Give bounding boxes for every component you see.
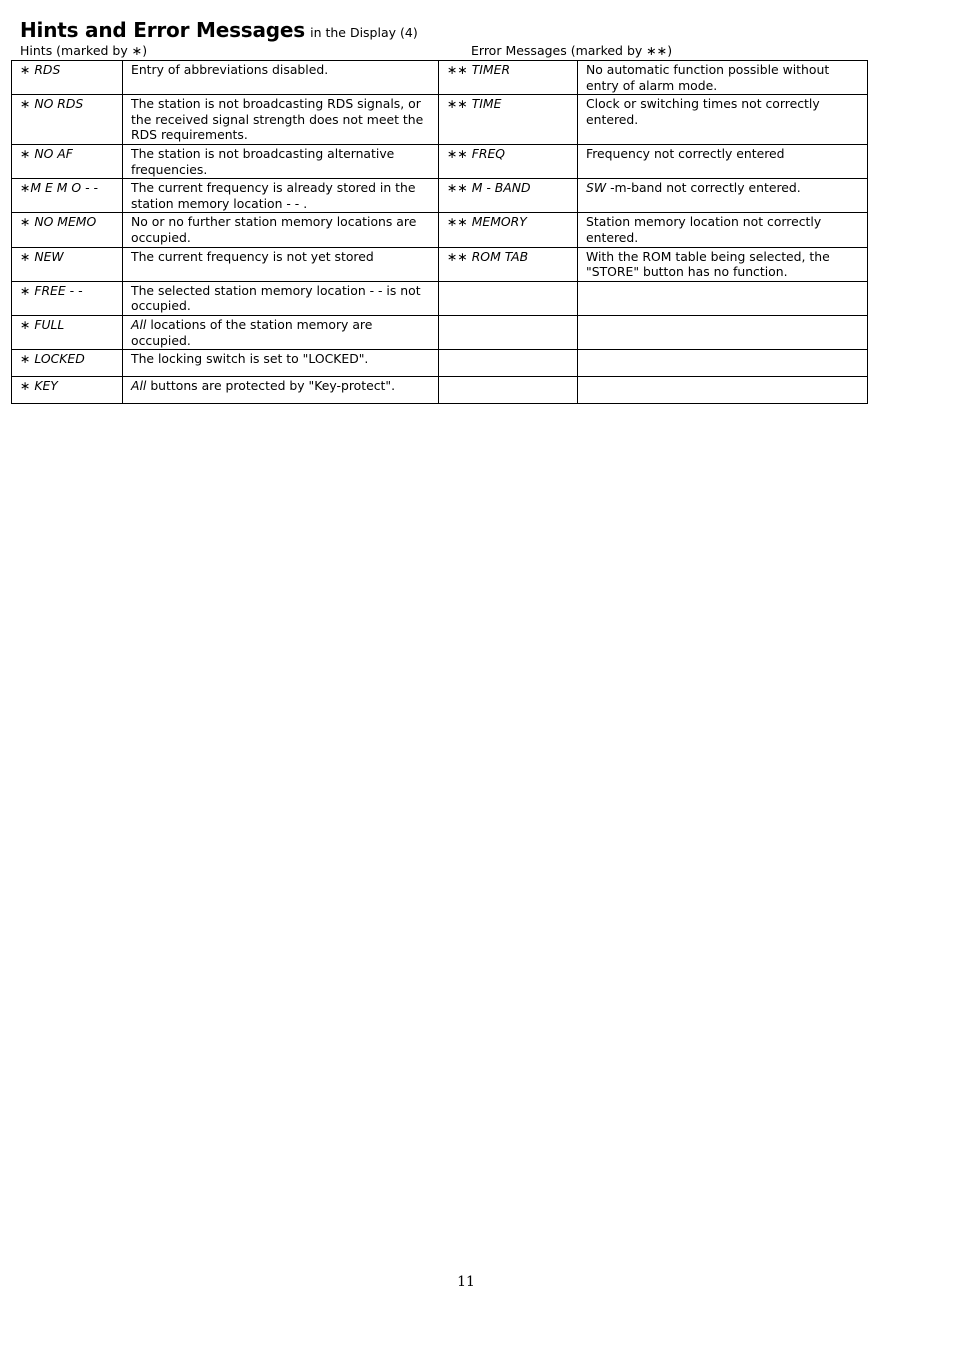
hint-text-cell — [123, 377, 439, 404]
table-row — [12, 281, 868, 315]
hint-code: ∗ RDS — [20, 62, 61, 77]
table-row — [12, 377, 868, 404]
title-main: Hints and Error Messages — [20, 18, 305, 42]
error-code-cell — [439, 247, 578, 281]
hint-text: buttons are protected by "Key-protect". — [146, 378, 396, 394]
page-title — [20, 18, 418, 42]
error-text-cell — [578, 144, 868, 178]
hint-code: ∗ LOCKED — [20, 351, 85, 367]
hint-code-cell — [12, 377, 123, 404]
error-code-cell — [439, 281, 578, 315]
error-text-cell — [578, 213, 868, 247]
error-code: ∗∗ TIMER — [447, 62, 511, 77]
hint-code: ∗ KEY — [20, 378, 58, 394]
hint-text-cell — [123, 144, 439, 178]
error-text: No automatic function possible without entry of alarm mode. — [586, 62, 830, 93]
error-emphasis: SW — [586, 180, 607, 196]
hint-text: The station is not broadcasting alternative frequencies. — [131, 145, 395, 177]
error-text-cell — [578, 377, 868, 404]
hint-text-cell — [123, 61, 439, 95]
error-text-cell — [578, 281, 868, 315]
hint-text-cell — [123, 95, 439, 145]
error-code: ∗∗ M - BAND — [447, 180, 531, 196]
error-text: Clock or switching times not correctly entered. — [586, 96, 820, 127]
hint-code-cell — [12, 350, 123, 377]
hint-text: No or no further station memory locations are occupied. — [131, 214, 417, 245]
hint-code-cell — [12, 95, 123, 145]
table-row — [12, 247, 868, 281]
hint-code: ∗ FULL — [20, 316, 65, 332]
hint-code: ∗ NO MEMO — [20, 214, 97, 230]
error-code-cell — [439, 213, 578, 247]
error-text: With the ROM table being selected, the "STORE" button has no function. — [586, 248, 830, 280]
hint-text-cell — [123, 315, 439, 349]
table-row — [12, 95, 868, 145]
table-body — [12, 61, 868, 404]
error-text-cell — [578, 350, 868, 377]
error-code-cell — [439, 61, 578, 95]
hint-code-cell — [12, 61, 123, 95]
error-text-cell — [578, 179, 868, 213]
table-row — [12, 315, 868, 349]
hint-code-cell — [12, 247, 123, 281]
hint-code: ∗ NEW — [20, 248, 64, 264]
hint-text: locations of the station memory are occupied. — [131, 316, 373, 348]
hint-code-cell — [12, 144, 123, 178]
hint-text: The current frequency is not yet stored — [131, 248, 374, 264]
hint-code: ∗ NO RDS — [20, 96, 84, 112]
table-row — [12, 213, 868, 247]
error-code-cell — [439, 144, 578, 178]
error-text: Frequency not correctly entered — [586, 145, 785, 161]
hint-emphasis: All — [131, 316, 147, 332]
table-row — [12, 350, 868, 377]
error-code-cell — [439, 179, 578, 213]
error-text-cell — [578, 95, 868, 145]
error-code-cell — [439, 350, 578, 377]
hints-errors-table — [11, 60, 868, 404]
error-code: ∗∗ TIME — [447, 96, 502, 112]
hint-text-cell — [123, 213, 439, 247]
hint-code-cell — [12, 281, 123, 315]
hint-emphasis: All — [131, 378, 147, 394]
error-text-cell — [578, 315, 868, 349]
hint-code: ∗M E M O - - — [20, 180, 98, 196]
hint-text: The station is not broadcasting RDS signals, or the received signal strength does not meet the RDS requirements. — [131, 96, 424, 143]
error-code: ∗∗ FREQ — [447, 145, 506, 161]
hint-text: The locking switch is set to "LOCKED". — [131, 351, 369, 367]
hint-code: ∗ NO AF — [20, 145, 73, 161]
hint-text-cell — [123, 179, 439, 213]
hint-text-cell — [123, 281, 439, 315]
error-code-cell — [439, 377, 578, 404]
title-subtitle: in the Display (4) — [310, 25, 418, 40]
table-row — [12, 61, 868, 95]
error-text-cell — [578, 61, 868, 95]
hint-code: ∗ FREE - - — [20, 282, 83, 298]
error-code: ∗∗ ROM TAB — [447, 248, 529, 264]
page-number: 11 — [457, 1274, 475, 1290]
table-row — [12, 179, 868, 213]
error-code-cell — [439, 315, 578, 349]
error-text-cell — [578, 247, 868, 281]
hint-text: Entry of abbreviations disabled. — [131, 62, 329, 77]
hint-text-cell — [123, 350, 439, 377]
error-text: -m-band not correctly entered. — [606, 180, 801, 196]
error-code: ∗∗ MEMORY — [447, 214, 527, 230]
error-text: Station memory location not correctly entered. — [586, 214, 822, 245]
hint-code-cell — [12, 213, 123, 247]
hint-text-cell — [123, 247, 439, 281]
hint-code-cell — [12, 179, 123, 213]
errors-caption: Error Messages (marked by ∗∗) — [471, 43, 673, 58]
hint-text: The selected station memory location - - is not occupied. — [131, 282, 421, 314]
hint-code-cell — [12, 315, 123, 349]
hints-caption: Hints (marked by ∗) — [20, 43, 148, 58]
table-row — [12, 144, 868, 178]
hint-text: The current frequency is already stored in the station memory location - - . — [131, 180, 416, 211]
error-code-cell — [439, 95, 578, 145]
